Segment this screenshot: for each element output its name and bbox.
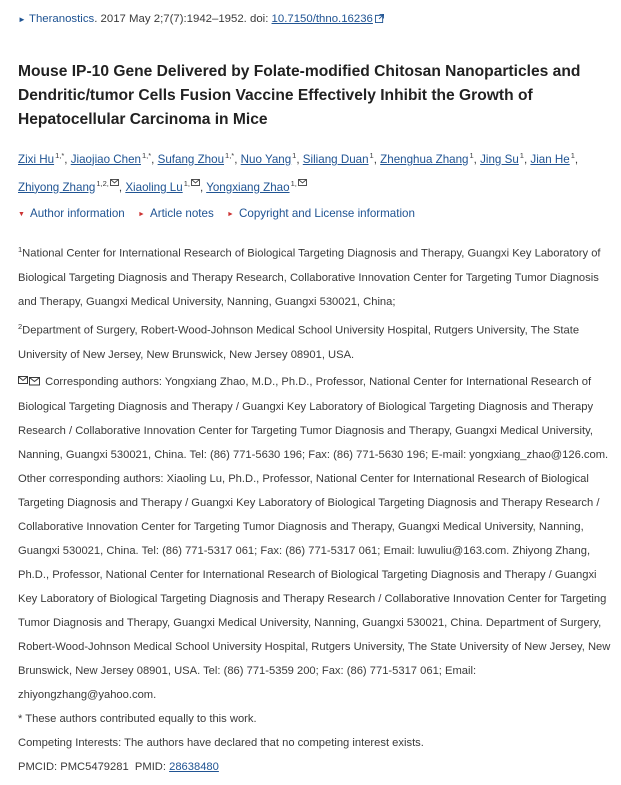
author-affiliation-sup: 1 (570, 151, 575, 160)
mail-icon (18, 371, 42, 395)
affiliation-2 (18, 315, 613, 367)
author-affiliation-sup: 1,* (225, 151, 235, 160)
citation-details: . 2017 May 2;7(7):1942–1952. doi: (94, 13, 272, 25)
author-sup-text: 1, (290, 178, 297, 188)
author-link[interactable]: Zixi Hu (18, 152, 55, 166)
triangle-right-icon: ► (227, 211, 234, 218)
author (206, 178, 307, 194)
affiliation-text: Department of Surgery, Robert-Wood-Johnson Medical School University Hospital, Rutgers University, The State University of New Jersey, New Brunswick, New Jersey 08901, USA. (18, 324, 580, 361)
pmid-label: PMID: (134, 761, 166, 773)
affiliation-number: 2 (18, 321, 23, 331)
author-affiliation-sup: 1,* (141, 151, 152, 160)
author (303, 153, 374, 166)
doi-link[interactable]: 10.7150/thno.16236 (271, 13, 373, 25)
author (380, 153, 473, 166)
author-affiliation-sup: 1 (292, 151, 297, 160)
pmc-identifiers (18, 755, 613, 779)
article-notes-toggle[interactable]: Article notes (149, 207, 214, 220)
author (18, 153, 64, 166)
author-information-toggle[interactable]: Author information (30, 207, 125, 220)
author-link[interactable]: Xiaoling Lu (125, 180, 183, 194)
pmcid-label: PMCID: PMC5479281 (18, 761, 129, 773)
author-link[interactable]: Zhenghua Zhang (380, 152, 469, 166)
author-affiliation-sup (291, 179, 307, 188)
affiliations (18, 238, 613, 367)
corresponding-authors (18, 370, 613, 707)
mail-icon[interactable] (110, 179, 119, 186)
author (530, 153, 574, 166)
author (125, 178, 200, 194)
affiliation-1 (18, 238, 613, 315)
author-affiliation-sup: 1 (369, 151, 374, 160)
author-list: Zixi $Hu^{1,*}$, Jiaojiao Chen$^{1,*}$, Sufang Zhou$^{1,*}$, Nuo Yang$^1$, Siliang Duan$^1$, Zhenghua Zhang$^1$, Jing Su$^1$, Jian He$^1$, Zhiyong Zhang$^{1,2,}$ , Xiaoling $Lu^{1,}$ , Yongxiang Zhao$^{1,}$ (18, 151, 579, 194)
author-link[interactable]: Jian He (530, 152, 570, 166)
author (241, 153, 297, 166)
affiliation-text: National Center for International Research of Biological Targeting Diagnosis and Therapy, Guangxi Key Laboratory of Biological Targeting Diagnosis and Therapy Research, Collaborative Innovation Center for Targeting Tumor Diagnosis and Therapy, Guangxi Medical University, Nanning, Guangxi 530021, China; (18, 247, 601, 309)
article-info-links (18, 207, 425, 220)
author-link[interactable]: Siliang Duan (302, 152, 369, 166)
mail-icon[interactable] (191, 179, 200, 186)
triangle-right-icon: ► (18, 15, 26, 24)
author-link[interactable]: Nuo Yang (240, 152, 292, 166)
author-link[interactable]: Jing Su (480, 152, 519, 166)
competing-interests-note: Competing Interests: The authors have declared that no competing interest exists. (18, 737, 424, 749)
citation-line (18, 13, 384, 25)
author (158, 153, 235, 166)
triangle-down-icon: ▼ (18, 211, 25, 218)
author-affiliation-sup (96, 179, 119, 188)
affiliation-number: 1 (18, 245, 23, 254)
author-affiliation-sup: 1,* (55, 151, 65, 160)
author-affiliation-sup (184, 179, 200, 188)
pmid-link[interactable]: 28638480 (169, 761, 219, 773)
author (480, 153, 524, 166)
external-link-icon[interactable] (375, 14, 384, 23)
author-affiliation-sup: 1 (469, 151, 474, 160)
author-link[interactable]: Zhiyong Zhang (18, 180, 96, 194)
author-affiliation-sup: 1 (519, 151, 524, 160)
journal-link[interactable]: Theranostics (29, 13, 95, 25)
author-sup-text: 1,2, (96, 178, 109, 188)
author-link[interactable]: Sufang Zhou (157, 152, 225, 166)
equal-contribution-note: * These authors contributed equally to this work. (18, 713, 257, 725)
author (71, 153, 151, 166)
author-link[interactable]: Yongxiang Zhao (206, 180, 290, 194)
corresponding-text: Corresponding authors: Yongxiang Zhao, M.D., Ph.D., Professor, National Center for International Research of Biological Targeting Diagnosis and Therapy / Guangxi Key Laboratory of Biological Targeting Diagnosis and Therapy Research / Collaborative Innovation Center for Targeting Tumor Diagnosis and Therapy, Guangxi Medical University, Nanning, Guangxi 530021, China. Tel: (86) 771-5630 196; Fax: (86) 771-5630 196; E-mail: yongxiang_zhao@126.com. Other corresponding authors: Xiaoling Lu, Ph.D., Professor, National Center for International Research of Biological Targeting Diagnosis and Therapy / Guangxi Key Laboratory of Biological Targeting Diagnosis and Therapy Research / Collaborative Innovation Center for Targeting Tumor Diagnosis and Therapy, Guangxi Medical University, Nanning, Guangxi 530021, China. Tel: (86) 771-5317 061; Fax: (86) 771-5317 061; Email: luwuliu@163.com. Zhiyong Zhang, Ph.D., Professor, National Center for International Research of Biological Targeting Diagnosis and Therapy / Guangxi Key Laboratory of Biological Targeting Diagnosis and Therapy Research / Collaborative Innovation Center for Targeting Tumor Diagnosis and Therapy, Guangxi Medical University, Nanning, Guangxi 530021, China. Department of Surgery, Robert-Wood-Johnson Medical School University Hospital, Rutgers University, The State University of New Jersey, New Brunswick, New Jersey 08901, USA. Tel: (86) 771-5359 200; Fax: (86) 771-5317 061; Email: zhiyongzhang@yahoo.com. (18, 376, 611, 701)
mail-icon[interactable] (298, 179, 307, 186)
author (18, 178, 119, 194)
author-notes (18, 370, 613, 779)
triangle-right-icon: ► (137, 211, 145, 218)
article-title: Mouse IP-10 Gene Delivered by Folate-modified Chitosan Nanoparticles and Dendritic/tumor Cells Fusion Vaccine Effectively Inhibit the Growth of Hepatocellular Carcinoma in Mice (18, 63, 581, 128)
author-sup-text: 1, (183, 178, 190, 188)
copyright-toggle[interactable]: Copyright and License information (239, 207, 415, 220)
author-link[interactable]: Jiaojiao Chen (70, 152, 141, 166)
